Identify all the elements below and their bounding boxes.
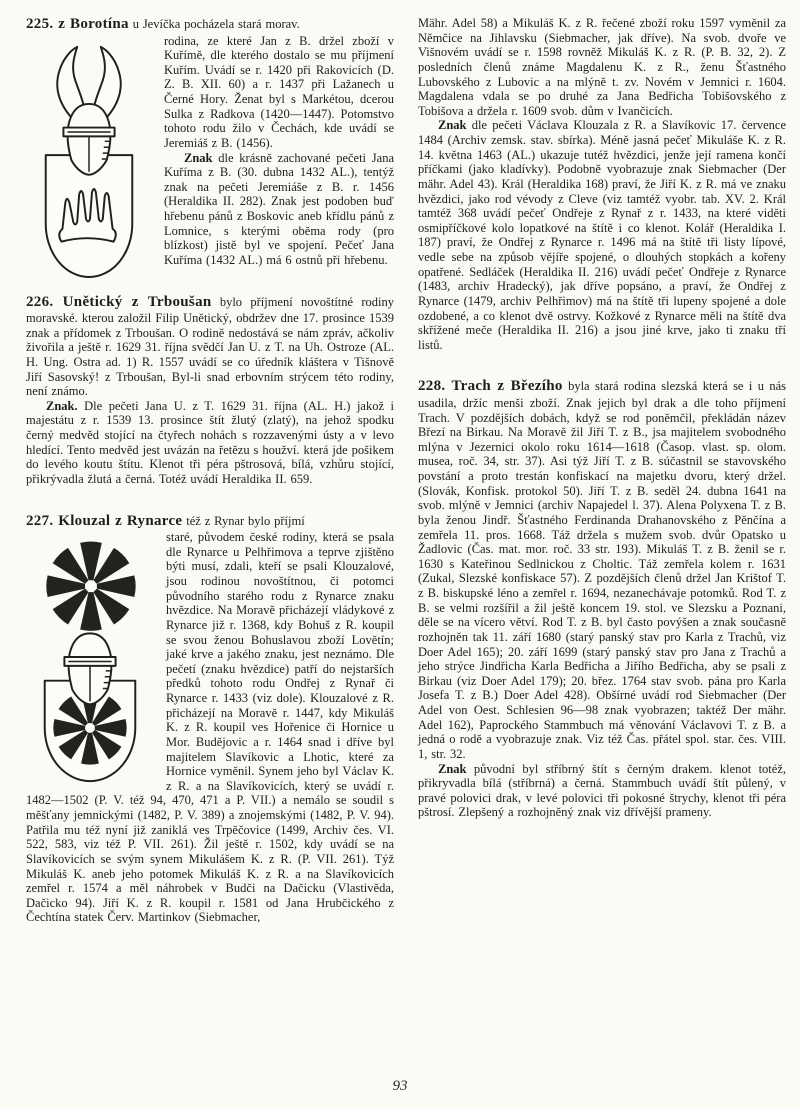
entry-225-heading: 225. z Borotína bbox=[26, 16, 129, 32]
znak-label: Znak bbox=[438, 761, 467, 776]
entry-225-intro: u Jevíčka pocházela stará morav. bbox=[132, 17, 300, 31]
entry-226-heading: 226. Unětický z Trboušan bbox=[26, 293, 212, 310]
borotin-arms-figure bbox=[30, 37, 148, 283]
entry-228-znak-text: původní byl stříbrný štít s černým drakem. klenot totéž, přikryvadla bílá (stříbrná) a černá. Stammbuch uvádí štít půlený, v pravé polovici drak, v levé polovici tři pokosné štrychy, klenot tři péra pštrosí. Zlepšený a rozhojněný znak viz dřívější prameny. bbox=[418, 761, 786, 820]
entry-227-body-wrap bbox=[26, 530, 394, 925]
entry-225-znak-text: dle krásně zachované pečeti Jana Kuříma z B. (30. dubna 1432 AL.), tentýž znak na pečeti Jeremiáše z B. r. 1456 (Heraldika II. 282). Znak jest podoben buď hřebenu pánů z Boskovic aneb křídlu pánů z Lomnice, s kterými oběma rody (pro blízkost) jistě byl ve spojení. Pečeť Jana Kuříma (1432 AL.) má 6 ostnů při hřebenu. bbox=[164, 150, 395, 267]
entry-226-znak-paragraph bbox=[26, 399, 394, 487]
entry-225 bbox=[26, 16, 394, 268]
right-column bbox=[418, 16, 786, 925]
rynarce-arms-figure bbox=[30, 533, 150, 787]
entry-227-lead-line bbox=[26, 513, 394, 531]
entry-228-znak-paragraph bbox=[418, 762, 786, 821]
entry-228-heading: 228. Trach z Březího bbox=[418, 378, 563, 395]
entry-227-heading: 227. Klouzal z Rynarce bbox=[26, 512, 183, 529]
entry-225-lead-line bbox=[26, 16, 394, 34]
entry-227-znak-text: dle pečeti Václava Klouzala z R. a Slavíkovic 17. července 1484 (Archiv zemsk. stav. sbírka). Méně jasná pečeť Mikuláše K. z R. 14. května 1463 (AL.) ukazuje tutéž hvězdici, jenže její ramena končí příčkami (jako kladívky). Podobně vyobrazuje znak Siebmacher (Der mähr. Adel 43). Král (Heraldika 168) praví, že Jiří K. z R. má ve znaku hvězdici, jako rod vévody z Cleve (viz tamtéž vyobr. tab. XV. 2. Král tamtéž 368 uvádí pečeť Ondřeje z Rynař z r. 1433, na které viděti osmipříčkové kolo lopatkové na štítě i co klenot. Kolář (Heraldika I. 187) praví, že Ondřej z Rynarce r. 1496 má na štítě tři listy lípové, vedle sebe na způsob vějíře spojené, o dlouhých stopkách a kořeny opatřené. Sedláček (Heraldika II. 216) uvádí pečeť Ondřeje z Rynarce (1483, archiv Hradecký), jak dříve popsáno, a praví, že Ondřej z Rynarce (1479, archiv Pelhřimov) má na štítě tři lupeny spojené a dole ozdobené, a co klenot dvě ostrvy. Kožkové z Rynarce měli na štítě dva skřížené meče (Heraldika II. 216) a jsou jiné krve, jako ti znaku tří listů. bbox=[418, 118, 786, 352]
entry-226-body: bylo příjmení novoštítné rodiny moravské. kterou založil Filip Unětický, obdržev dne 17. prosince 1539 znak a přídomek z Trboušan. O rodině nedostává se nám zpráv, ačkoliv živořila a ještě r. 1629 31. října svědčí Jan U. z T. na Uh. Ostroze (AL. H. Ung. Ostra ad. 1) R. 1557 uvádí se co úředník kláštera v Tišnově Jiří Sasovský! z Trboušan, Byl-li snad erbovním strýcem této rodiny, není známo. bbox=[26, 294, 394, 399]
two-column-text bbox=[26, 16, 786, 925]
entry-225-body-wrap bbox=[26, 34, 394, 268]
entry-226-znak-text: Dle pečeti Jana U. z T. 1629 31. října (AL. H.) jakož i majestátu z r. 1539 13. prosince štít žlutý (zlatý), na jehož spodku černý medvěd stojící na čtyřech nohách s rozzavenými ústy a v levo hledící. Tento medvěd jest uvázán na řetězu s houžví. která jde pošikem do levého koutu štítu. Klenot tři péra pštrosová, bílá, vzhůru stojící, přikrývadla žlutá a černá. Totéž uvádí Heraldika II. 659. bbox=[26, 398, 395, 486]
entry-227-continuation: Mähr. Adel 58) a Mikuláš K. z R. řečené zboží roku 1597 vyměnil za Němčice na Jihlavsku (Siebmacher, jak dříve). Na svob. dvoře ve Višnovém uvádí se r. 1598 rovněž Mikuláš K. z R. (P. B. 32, 2). Z posledních členů známe Magdalenu K. z R., ženu Šťastného Lubovského z Lubovic a na mlýně t. zv. Novém v Jemnici r. 1604. Magdalena vdala se po druhé za Jana Bedřicha Tobišovského z Tobišova a držela r. 1609 svob. dům v Ivančicích. bbox=[418, 16, 786, 118]
znak-label: Znak bbox=[438, 118, 467, 133]
entry-226 bbox=[26, 294, 394, 487]
entry-227 bbox=[26, 513, 394, 925]
entry-228-paragraph bbox=[418, 378, 786, 761]
entry-226-paragraph bbox=[26, 294, 394, 399]
entry-225-body: rodina, ze které Jan z B. držel zboží v Kuřímě, dle kterého dostalo se mu příjmení Kuřím. Uvádí se r. 1420 při Rakovicích (D. Z. B. XII. 60) a r. 1437 při Lažanech u Černé Hory. Ženat byl s Markétou, dcerou Sulka z Radkova (1420—1447). Potomstvo tohoto rodu žilo v Čechách, kde uvádí se Jeremiáš z B. (1456). bbox=[164, 33, 394, 150]
page-number: 93 bbox=[392, 1078, 408, 1094]
znak-label: Znak bbox=[184, 150, 213, 165]
coat-of-arms-drawing-borotin bbox=[30, 37, 148, 283]
znak-label: Znak. bbox=[46, 398, 78, 413]
left-column bbox=[26, 16, 394, 925]
entry-228-body: byla stará rodina slezská která se i u nás usadila, držíc menši zboží. Znak jejich byl drak a dle toho příjmení Trach. V pozdějších dobách, když se rod poněmčil, překládán název Březí na Birkau. Na Moravě žil Jiří T. z B., jsa majitelem svobodného mlýna v Jezernici okolo roku 1614—1618 (Časop. vlast. sp. olom. musea, roč. 34, str. 37). Asi týž Jiří T. z B. súčastnil se stavovského povstání a proto trestán konfiskací na majetku dvoru, který držel. (Slovák, Konfisk. protokol 50). Jiří T. z B. seděl 24. dubna 1641 na svob. mlýně v Jemnici (archiv Napajedel l. 37). Alena Polyxena T. z B. byla ženou Jindř. Šťastného Ferdinanda Drahanovského z Pěnčína a zemřela 11. pros. 1668. Táž držela s mužem svob. dvůr Opatsko u Žadlovic (Čas. mat. mor. roč. 33 str. 193). Mikuláš T. z B. ženil se r. 1630 s Kateřinou Sedlnickou z Choltic. Táž zemřela kolem r. 1631 (Zukal, Slezské konfiskace 57). Z pozdějších členů držel Jan Krištof T. z B. biskupské léno a zemřel r. 1694, nezanechávaje potomků. Rod T. z B. se velmi rozšířil a žil ještě koncem 19. stol. ve Slezsku a Poznani, děle se na vícero větví. Rod T. z B. byl často povýšen a znak současně rozhojněn tak 11. září 1680 (starý panský stav pro Karla z Trachů, viz Doer Adel 165); 20. září 1699 (starý panský stav pro Jana z Trachů a jeho strýce Jindřicha Karla Bedřicha a Jiřího Bedřicha, aby se psali z Birkau (viz Doer Adel 179); 20. břez. 1764 stav svob. pána pro Karla Josefa T. z B.) Doer Adel 428). Obšírné uvádí rod Siebmacher (Der Adel von Oest. Schlesien 96—98 znak vyobrazen; taktéž Der mähr. Adel 162), Paprockého Stammbuch má věnování Václavovi T. z B. a jedná o rodě a vyobrazuje znak. Viz též Čas. přátel spol. star. čes. VIII. 1, str. 32. bbox=[418, 379, 786, 761]
coat-of-arms-drawing-rynarce bbox=[30, 533, 150, 787]
entry-227-body: staré, původem české rodiny, která se psala dle Rynarce u Pelhřimova a teprve zjištěno býti musí, zdali, kteří se psali Klouzalové, jsou rodinou novoštítnou, či potomci původního starého rodu z Rynarce znaku hvězdice. Na Moravě přicházejí vládykové z Rynarce již r. 1368, kdy Bohuš z R. koupil se svou ženou Bohuslavou zboží Lovětín; jaké krve a jakého znaku, jest neznámo. Dle pečetí (znaku hvězdice) patří do nejstarších předků tohoto rodu Ondřej z Rynař či Rynarce r. 1433 (viz dole). Klouzalové z R. přicházejí na Moravě r. 1447, kdy Mikuláš K. z R. koupil ves Hořenice či Hornice u Mor. Budějovic a r. 1464 snad i dříve byl majitelem Slavíkovic a Lhotic, které za Hornice vyměnil. Synem jeho byl Václav K. z R. a na Slavíkovicích, který se uvádí r. 1482—1502 (P. V. též 94, 470, 471 a P. VII.) a nemálo se soudil s měšťany jemnickými (1482, P. V. 389) a znojemskými (1482, P. V. 94). Patřila mu též nyní již zaniklá ves Trpěčovice (1499, Archiv čes. VI. 522, 583, viz též P. VII. 261). Žil ještě r. 1502, kdy uvádí se na Slavíkovicích se svým synem Mikulášem K. z R. (P. VII. 261). Týž Mikuláš K. aneb jeho potomek Mikuláš K. z R. a na Slavíkovicích zemřel r. 1574 a měl náhrobek v Budči na Dačicku (Vlastivěda, Dačicko 94). Jiří K. z R. koupil r. 1581 od Jana Hrubčického z Čechtína statek Červ. Martinkov (Siebmacher, bbox=[26, 530, 394, 925]
entry-228 bbox=[418, 378, 786, 820]
entry-227-intro: též z Rynar bylo příjmí bbox=[186, 513, 305, 528]
entry-227-znak-paragraph bbox=[418, 118, 786, 352]
